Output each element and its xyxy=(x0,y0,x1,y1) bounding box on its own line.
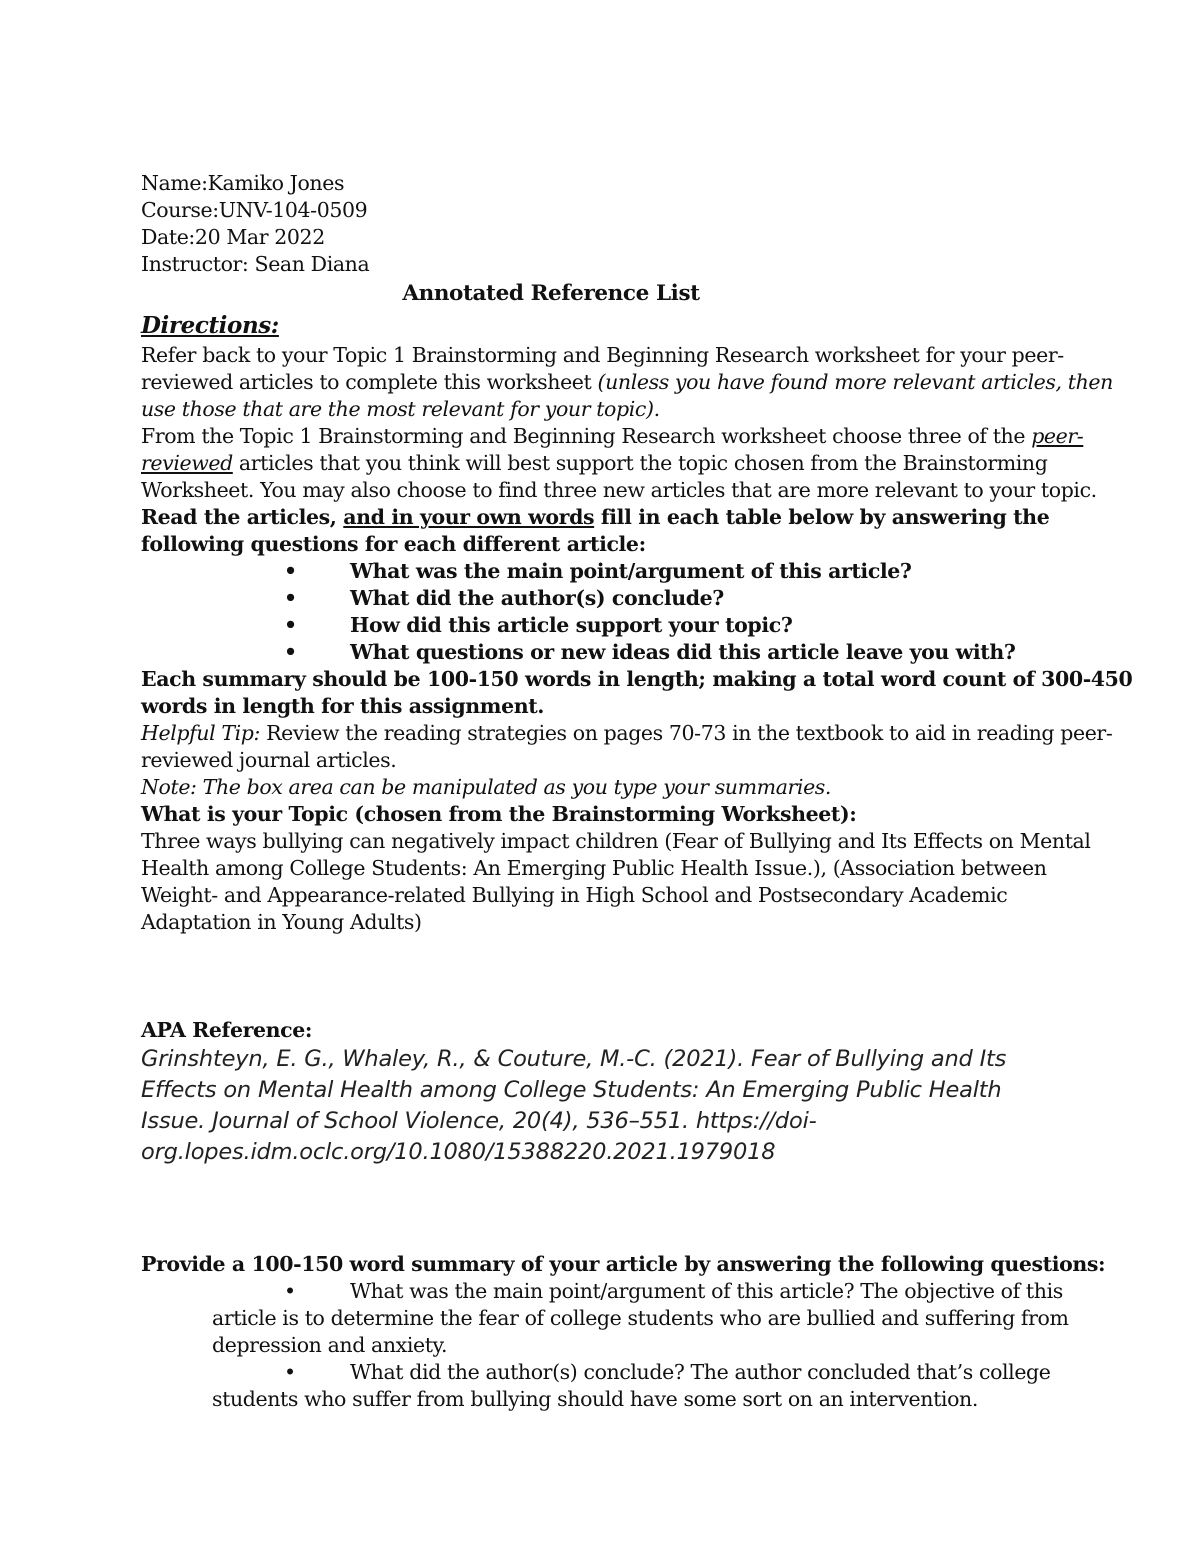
word-count-instruction: words in length for this assignment. xyxy=(141,694,545,718)
summary-heading: Provide a 100-150 word summary of your article by answering the following questions: xyxy=(141,1252,1106,1276)
bullet-icon: • xyxy=(284,613,297,637)
spacer xyxy=(141,1168,1061,1251)
bullet-icon: • xyxy=(284,640,297,664)
instructor: Instructor: Sean Diana xyxy=(141,252,370,276)
directions-text: Read the articles, xyxy=(141,505,344,529)
page-title: Annotated Reference List xyxy=(402,281,700,306)
topic-line: Three ways bullying can negatively impact children (Fear of Bullying and Its Effects on Mental xyxy=(141,829,1091,853)
directions-italic-text: (unless you have found more relevant articles, then xyxy=(597,370,1113,394)
topic-line: Weight- and Appearance-related Bullying in High School and Postsecondary Academic xyxy=(141,883,1008,907)
topic-line: Health among College Students: An Emerging Public Health Issue.), (Association between xyxy=(141,856,1047,880)
question-item xyxy=(141,585,1061,612)
own-words-emphasis: and in your own words xyxy=(343,505,595,529)
answer-item xyxy=(141,1278,1061,1305)
answer-item xyxy=(141,1359,1061,1386)
directions-text: articles that you think will best support the topic chosen from the Brainstorming xyxy=(232,451,1048,475)
helpful-tip: reviewed journal articles. xyxy=(141,748,397,772)
word-count-instruction: Each summary should be 100-150 words in length; making a total word count of 300-450 xyxy=(141,667,1133,691)
directions-text: . xyxy=(653,397,660,421)
directions-line xyxy=(141,369,1113,396)
topic-line: Adaptation in Young Adults) xyxy=(141,910,422,934)
question-text: How did this article support your topic? xyxy=(350,613,793,637)
helpful-tip xyxy=(141,720,1113,747)
directions-text: From the Topic 1 Brainstorming and Beginning Research worksheet choose three of the xyxy=(141,424,1032,448)
answer-text: article is to determine the fear of college students who are bullied and suffering from xyxy=(212,1306,1069,1330)
bullet-icon: • xyxy=(284,1360,296,1384)
apa-reference-line: Effects on Mental Health among College Students: An Emerging Public Health xyxy=(141,1077,1002,1103)
bullet-icon: • xyxy=(284,586,297,610)
directions-line xyxy=(141,504,1061,531)
apa-reference-line: Issue. Journal of School Violence, 20(4), 536–551. https://doi- xyxy=(141,1108,817,1134)
peer-reviewed-emphasis: peer- xyxy=(1031,424,1084,448)
student-name: Name:Kamiko Jones xyxy=(141,171,345,195)
directions-text: fill in each table below by answering the xyxy=(594,505,1050,529)
document-body xyxy=(141,170,1133,1413)
tip-label: Helpful Tip: xyxy=(141,721,261,745)
question-item xyxy=(141,612,1061,639)
answer-text: What did the author(s) conclude? The author concluded that’s college xyxy=(350,1360,1051,1384)
directions-line xyxy=(141,423,1084,450)
bullet-icon: • xyxy=(284,1279,296,1303)
apa-reference-line: org.lopes.idm.oclc.org/10.1080/15388220.2021.1979018 xyxy=(141,1139,776,1165)
tip-text: Review the reading strategies on pages 70-73 in the textbook to aid in reading peer- xyxy=(260,721,1113,745)
question-text: What was the main point/argument of this article? xyxy=(350,559,912,583)
answer-text: students who suffer from bullying should have some sort on an intervention. xyxy=(212,1387,978,1411)
apa-heading: APA Reference: xyxy=(141,1018,313,1042)
question-text: What did the author(s) conclude? xyxy=(350,586,724,610)
directions-heading: Directions: xyxy=(141,312,279,339)
question-text: What questions or new ideas did this article leave you with? xyxy=(350,640,1016,664)
directions-text: reviewed articles to complete this worksheet xyxy=(141,370,598,394)
directions-line xyxy=(141,396,1061,423)
question-item xyxy=(141,639,1061,666)
bullet-icon: • xyxy=(284,559,297,583)
answer-text: What was the main point/argument of this article? The objective of this xyxy=(350,1279,1063,1303)
directions-line: following questions for each different article: xyxy=(141,532,646,556)
directions-line: Worksheet. You may also choose to find three new articles that are more relevant to your topic. xyxy=(141,478,1097,502)
note: Note: The box area can be manipulated as you type your summaries. xyxy=(141,775,832,799)
question-item xyxy=(141,558,1061,585)
directions-line xyxy=(141,450,1061,477)
directions-line: Refer back to your Topic 1 Brainstorming and Beginning Research worksheet for your peer- xyxy=(141,343,1064,367)
course-code: Course:UNV-104-0509 xyxy=(141,198,368,222)
peer-reviewed-emphasis: reviewed xyxy=(141,451,233,475)
directions-italic-text: use those that are the most relevant for your topic) xyxy=(141,397,654,421)
spacer xyxy=(141,936,1061,1017)
date: Date:20 Mar 2022 xyxy=(141,225,325,249)
answer-text: depression and anxiety. xyxy=(212,1333,448,1357)
apa-reference-line: Grinshteyn, E. G., Whaley, R., & Couture, M.-C. (2021). Fear of Bullying and Its xyxy=(141,1046,1007,1072)
topic-heading: What is your Topic (chosen from the Brainstorming Worksheet): xyxy=(141,802,857,826)
